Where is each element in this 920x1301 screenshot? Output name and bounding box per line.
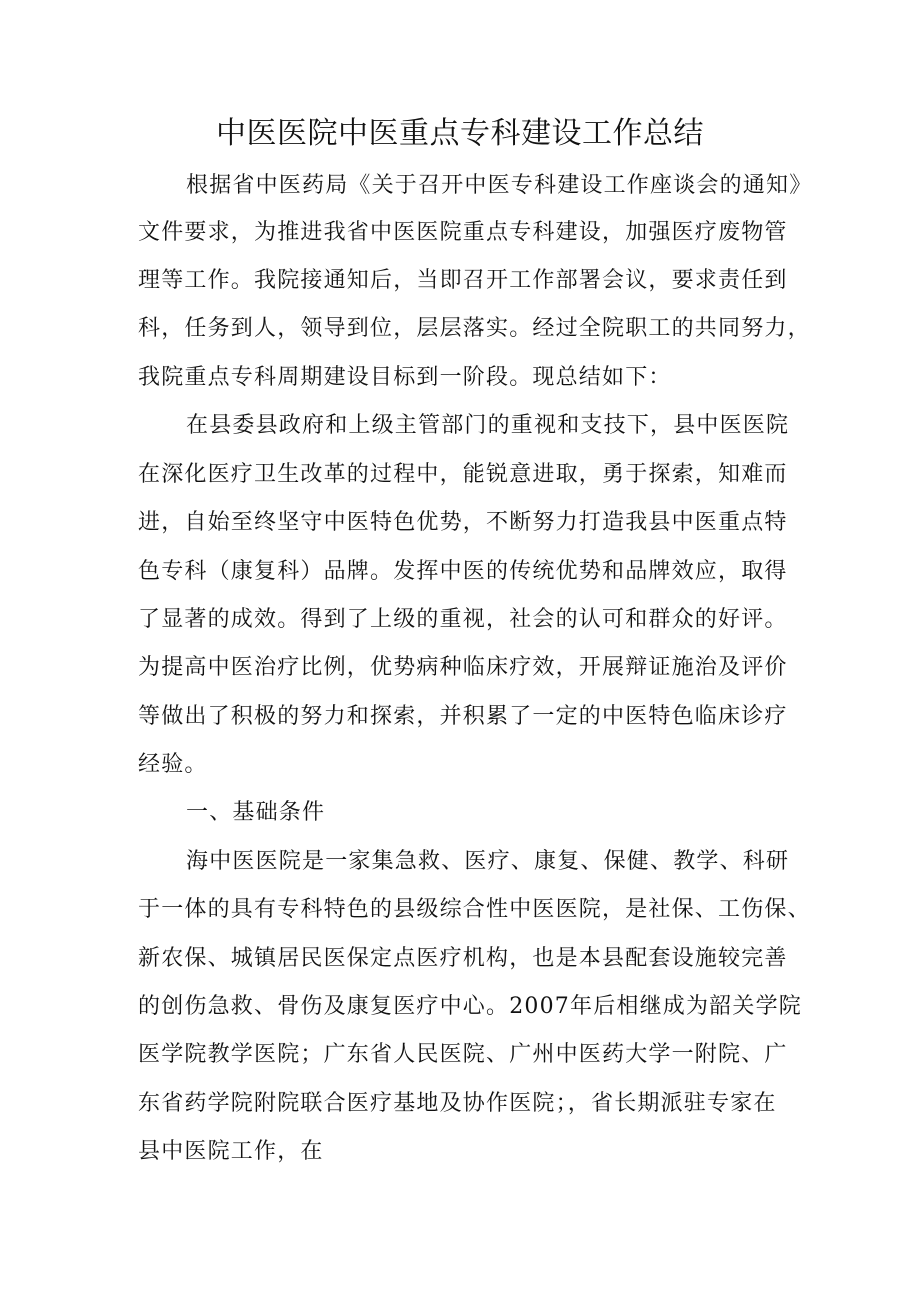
- text-line: 进，自始至终坚守中医特色优势，不断努力打造我县中医重点特: [138, 510, 788, 535]
- text-line: 在深化医疗卫生改革的过程中，能锐意进取，勇于探索，知难而: [138, 462, 788, 487]
- text-line: 经验。: [138, 752, 208, 777]
- text-line: 等做出了积极的努力和探索，并积累了一定的中医特色临床诊疗: [138, 704, 788, 729]
- text-line: 色专科（康复科）品牌。发挥中医的传统优势和品牌效应，取得: [138, 559, 788, 584]
- text-line: 根据省中医药局《关于召开中医专科建设工作座谈会的通知》: [186, 173, 813, 198]
- section-heading: 一、基础条件: [186, 800, 326, 825]
- text-line: 我院重点专科周期建设目标到一阶段。现总结如下：: [138, 365, 672, 390]
- text-line: 新农保、城镇居民医保定点医疗机构，也是本县配套设施较完善: [138, 946, 788, 971]
- text-line: 医学院教学医院；广东省人民医院、广州中医药大学一附院、广: [138, 1042, 788, 1067]
- text-line: 海中医医院是一家集急救、医疗、康复、保健、教学、科研: [186, 849, 790, 874]
- text-line: 理等工作。我院接通知后，当即召开工作部署会议，要求责任到: [138, 268, 788, 293]
- text-line: 了显著的成效。得到了上级的重视，社会的认可和群众的好评。: [138, 607, 788, 632]
- text-line: 县中医院工作，在: [138, 1139, 324, 1164]
- text-line: 的创伤急救、骨伤及康复医疗中心。2007年后相继成为韶关学院: [138, 994, 802, 1019]
- document-title: 中医医院中医重点专科建设工作总结: [216, 116, 704, 151]
- text-line: 科，任务到人，领导到位，层层落实。经过全院职工的共同努力，: [138, 316, 811, 341]
- text-line: 东省药学院附院联合医疗基地及协作医院；，省长期派驻专家在: [138, 1091, 777, 1116]
- text-line: 于一体的具有专科特色的县级综合性中医医院，是社保、工伤保、: [138, 897, 811, 922]
- text-line: 在县委县政府和上级主管部门的重视和支技下，县中医医院: [186, 413, 790, 438]
- text-line: 为提高中医治疗比例，优势病种临床疗效，开展辩证施治及评价: [138, 655, 788, 680]
- text-line: 文件要求，为推进我省中医医院重点专科建设，加强医疗废物管: [138, 220, 788, 245]
